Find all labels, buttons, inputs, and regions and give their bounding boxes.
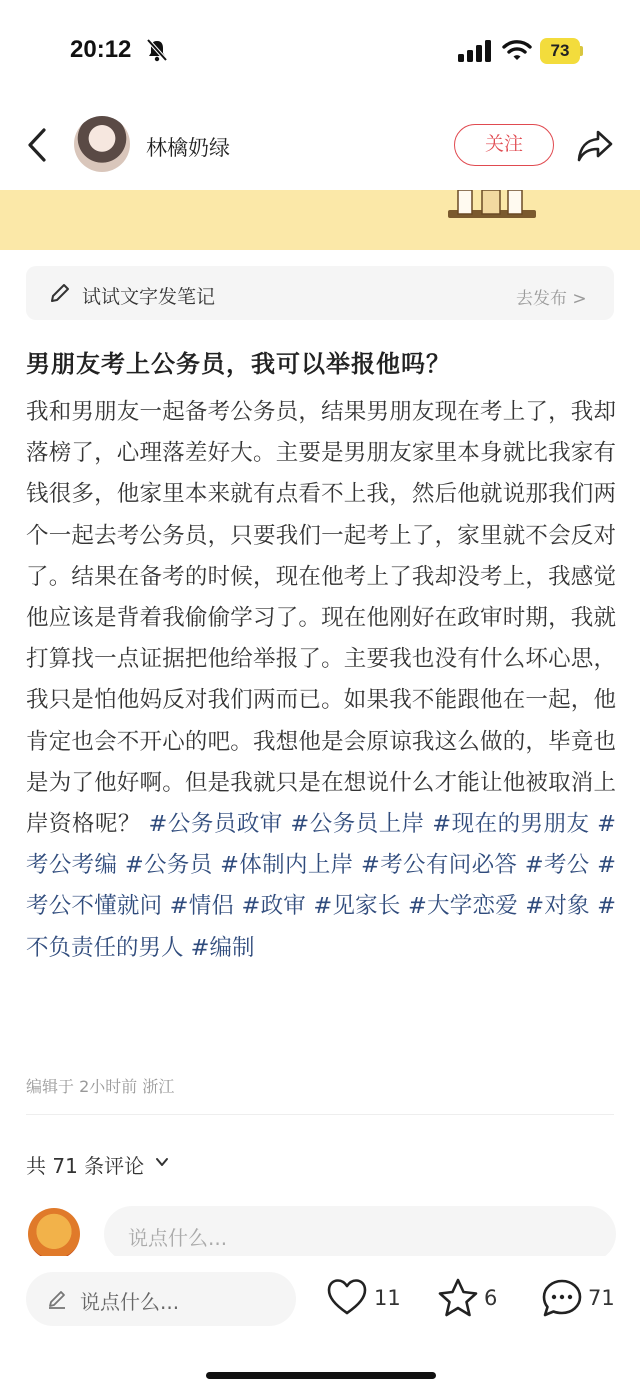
banner-illustration — [444, 190, 540, 220]
comment-count[interactable]: 共 71 条评论 — [26, 1154, 145, 1178]
hashtag-link[interactable]: #编制 — [190, 934, 255, 961]
share-icon[interactable] — [576, 128, 614, 164]
like-count: 11 — [374, 1286, 401, 1310]
star-count: 6 — [484, 1286, 498, 1310]
bell-muted-icon — [146, 38, 168, 62]
author-name[interactable]: 林檎奶绿 — [146, 136, 230, 160]
divider — [26, 1114, 614, 1115]
hashtag-link[interactable]: #考公考编 — [26, 811, 617, 879]
comment-input-placeholder: 说点什么... — [128, 1226, 228, 1250]
home-indicator — [206, 1372, 436, 1379]
publish-link[interactable]: 去发布 > — [516, 289, 587, 309]
say-something-placeholder: 说点什么... — [80, 1290, 180, 1314]
post-body — [26, 392, 616, 969]
battery-indicator: 73 — [540, 38, 580, 64]
hashtag-link[interactable]: #考公 — [524, 852, 590, 879]
back-arrow-icon[interactable] — [24, 126, 52, 164]
status-time: 20:12 — [70, 36, 132, 63]
hashtag-link[interactable]: #大学恋爱 — [408, 893, 518, 920]
hashtag-link[interactable]: #见家长 — [313, 893, 401, 920]
chevron-down-icon[interactable] — [154, 1155, 170, 1169]
header-banner — [0, 190, 640, 250]
post-edit-meta: 编辑于 2小时前 浙江 — [26, 1077, 175, 1096]
hashtag-link[interactable]: #对象 — [525, 893, 590, 920]
comments-count: 71 — [588, 1286, 615, 1310]
author-avatar[interactable] — [74, 116, 130, 172]
hashtag-link[interactable]: #考公有问必答 — [361, 852, 518, 879]
follow-button[interactable]: 关注 — [454, 124, 554, 166]
post-body-text: 我和男朋友一起备考公务员，结果男朋友现在考上了，我却落榜了，心理落差好大。主要是男朋友家里本身就比我家有钱很多，他家里本来就有点看不上我，然后他就说那我们两个一起去考公务员，只要我们一起考上了，家里就不会反对了。结果在备考的时候，现在他考上了我却没考上，我感觉他应该是背着我偷偷学习了。现在他刚好在政审时期，我就打算找一点证据把他给举报了。主要我也没有什么坏心思，我只是怕他妈反对我们两而已。如果我不能跟他在一起，他肯定也会不开心的吧。我想他是会原谅我这么做的，毕竟也是为了他好啊。但是我就只是在想说什么才能让他被取消上岸资格呢？ — [26, 399, 616, 838]
try-note-label: 试试文字发笔记 — [82, 286, 216, 308]
comment-bubble-icon[interactable] — [540, 1277, 584, 1319]
pencil-icon — [48, 281, 72, 305]
heart-icon[interactable] — [326, 1278, 368, 1316]
battery-tip — [580, 46, 583, 56]
hashtag-link[interactable]: #公务员 — [124, 852, 213, 879]
hashtag-link[interactable]: #公务员上岸 — [290, 811, 425, 838]
cellular-signal-icon — [458, 40, 492, 62]
current-user-avatar — [28, 1208, 80, 1260]
star-icon[interactable] — [436, 1277, 480, 1319]
post-title: 男朋友考上公务员，我可以举报他吗？ — [26, 350, 451, 378]
hashtag-link[interactable]: #情侣 — [169, 893, 235, 920]
hashtag-link[interactable]: #现在的男朋友 — [432, 811, 590, 838]
pencil-icon — [46, 1288, 68, 1310]
wifi-icon — [502, 38, 532, 62]
hashtag-link[interactable]: #考公不懂就问 — [26, 852, 617, 920]
hashtag-link[interactable]: #政审 — [241, 893, 307, 920]
hashtag-link[interactable]: #公务员政审 — [148, 811, 283, 838]
hashtag-link[interactable]: #不负责任的男人 — [26, 893, 617, 961]
hashtag-link[interactable]: #体制内上岸 — [220, 852, 354, 879]
